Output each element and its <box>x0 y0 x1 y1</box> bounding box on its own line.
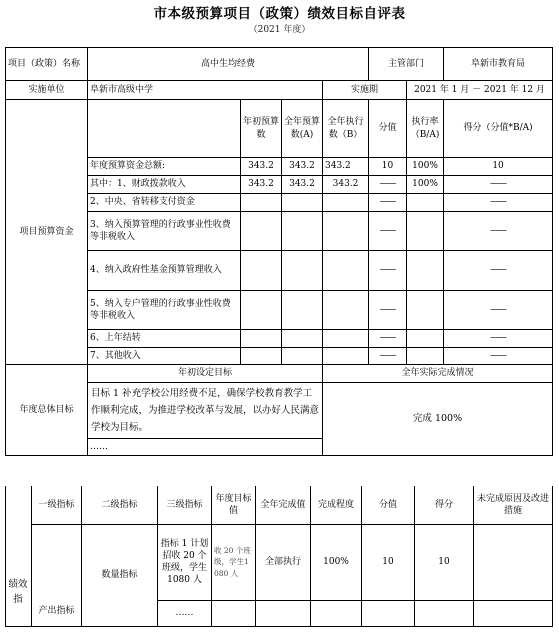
col-level3: 三级指标 <box>158 486 212 524</box>
page-subtitle: （2021 年度） <box>248 25 311 35</box>
set-target-ellipsis: …… <box>88 439 323 456</box>
col-annual-budget: 全年预算数(A) <box>282 100 323 158</box>
level3-ellipsis: …… <box>158 600 212 626</box>
reason-value <box>474 524 553 600</box>
project-name-value: 高中生均经费 <box>88 48 369 81</box>
set-target-text: 目标 1 补充学校公用经费不足，确保学校教育教学工作顺利完成，为推进学校改革与发展，以办好人民满意学校为目标。 <box>88 383 323 439</box>
indicators-section-label: 绩效指 <box>8 579 28 606</box>
target-value: 收 20 个班级，学生1080 人 <box>212 524 256 600</box>
level3-value: 指标 1 计划招收 20 个班级，学生1080 人 <box>158 524 212 600</box>
unit-label: 实施单位 <box>6 81 88 100</box>
col-annual-actual: 全年完成值 <box>256 486 311 524</box>
col-level1: 一级指标 <box>32 486 82 524</box>
actual-completion-header: 全年实际完成情况 <box>323 365 553 383</box>
table-row: 年度预算资金总额: 343.2 343.2 343.2 10 100% 10 <box>6 158 553 176</box>
indicators-table <box>5 486 553 627</box>
table-row: 7、其他收入 —— —— <box>6 348 553 365</box>
objectives-section-label: 年度总体目标 <box>6 365 88 456</box>
col-score: 分值 <box>369 100 407 158</box>
period-label: 实施期 <box>323 81 407 100</box>
col-exec-rate: 执行率（B/A) <box>407 100 444 158</box>
degree-value: 100% <box>311 524 362 600</box>
col-points: 得分（分值*B/A) <box>444 100 553 158</box>
score-value: 10 <box>362 524 415 600</box>
col-completion-degree: 完成程度 <box>311 486 362 524</box>
col-annual-executed: 全年执行数（B） <box>323 100 369 158</box>
table-row <box>6 524 553 600</box>
col-ind-points: 得分 <box>415 486 474 524</box>
table-row: 5、纳入专户管理的行政事业性收费等非税收入 —— —— <box>6 291 553 330</box>
dept-value: 阜新市教育局 <box>444 48 553 81</box>
period-value: 2021 年 1 月 － 2021 年 12 月 <box>407 81 553 100</box>
project-name-label: 项目（政策）名称 <box>6 48 88 81</box>
col-annual-target: 年度目标值 <box>212 486 256 524</box>
col-initial-budget: 年初预算数 <box>241 100 282 158</box>
actual-completion-text: 完成 100% <box>323 383 553 456</box>
page-title: 市本级预算项目（政策）绩效目标自评表 <box>153 6 406 22</box>
table-row: 2、中央、省转移支付资金 —— —— <box>6 194 553 212</box>
budget-section-label: 项目预算资金 <box>6 100 88 365</box>
col-reason: 未完成原因及改进措施 <box>474 486 553 524</box>
col-level2: 二级指标 <box>82 486 158 524</box>
actual-value: 全部执行 <box>256 524 311 600</box>
set-target-header: 年初设定目标 <box>88 365 323 383</box>
level1-value: 产出指标 <box>32 524 82 626</box>
level2-value: 数量指标 <box>82 524 158 626</box>
col-ind-score: 分值 <box>362 486 415 524</box>
dept-label: 主管部门 <box>369 48 444 81</box>
points-value: 10 <box>415 524 474 600</box>
evaluation-table <box>5 47 553 456</box>
table-row: 4、纳入政府性基金预算管理收入 —— —— <box>6 251 553 291</box>
unit-value: 阜新市高级中学 <box>88 81 323 100</box>
table-row: 6、上年结转 —— —— <box>6 330 553 348</box>
table-row: 其中：1、财政拨款收入 343.2 343.2 343.2 —— 100% —— <box>6 176 553 194</box>
table-row: 3、纳入预算管理的行政事业性收费等非税收入 —— —— <box>6 212 553 251</box>
